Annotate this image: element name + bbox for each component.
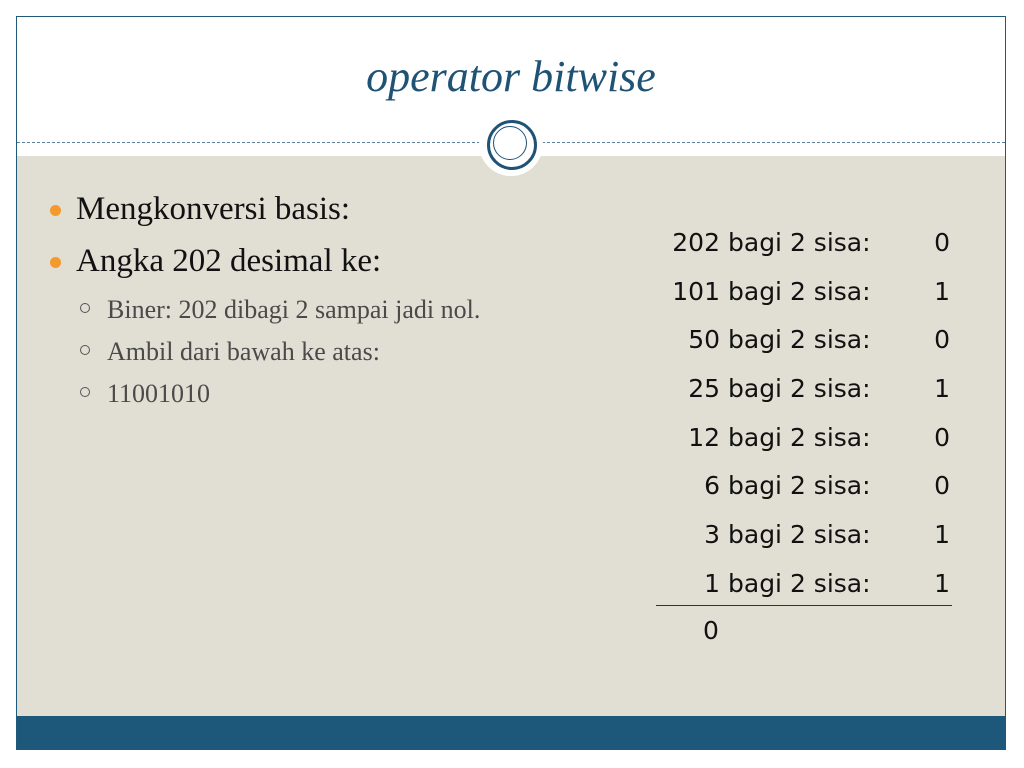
division-label: bagi 2 sisa:	[728, 228, 871, 257]
slide-title: operator bitwise	[366, 52, 656, 101]
division-row	[656, 271, 952, 320]
sub-bullet-circle-icon	[80, 387, 90, 397]
dividend: 1	[704, 568, 720, 598]
bullet-text: Mengkonversi basis:	[76, 191, 351, 227]
remainder: 1	[934, 520, 950, 550]
sub-bullet-circle-icon	[80, 345, 90, 355]
division-row	[656, 417, 952, 466]
bullet-dot-icon	[50, 257, 61, 268]
remainder: 0	[934, 471, 950, 501]
division-row	[656, 368, 952, 417]
sub-bullet-item	[48, 293, 568, 327]
division-label: bagi 2 sisa:	[728, 276, 871, 306]
dividend: 6	[704, 471, 720, 501]
dividend: 12	[688, 422, 720, 452]
sub-bullet-item	[48, 335, 568, 369]
bullet-dot-icon	[50, 205, 61, 216]
bullet-list	[48, 190, 568, 419]
remainder: 1	[934, 276, 950, 306]
bullet-item	[48, 242, 568, 282]
division-row	[656, 222, 952, 271]
circle-ornament-inner	[493, 126, 527, 160]
division-label: bagi 2 sisa:	[728, 520, 871, 550]
bullet-item	[48, 190, 568, 230]
division-label: bagi 2 sisa:	[728, 325, 871, 355]
remainder: 1	[934, 374, 950, 404]
division-label: bagi 2 sisa:	[728, 374, 871, 404]
division-row	[656, 465, 952, 514]
sub-bullet-text: Biner: 202 dibagi 2 sampai jadi nol.	[107, 295, 481, 325]
remainder: 0	[934, 325, 950, 355]
dividend: 25	[688, 374, 720, 404]
division-row	[656, 319, 952, 368]
dividend: 202	[672, 228, 720, 257]
remainder: 1	[934, 568, 950, 598]
division-label: bagi 2 sisa:	[728, 471, 871, 501]
circle-ornament-icon	[487, 120, 537, 170]
sub-bullet-item	[48, 377, 568, 411]
division-row	[656, 514, 952, 563]
remainder: 0	[934, 228, 950, 257]
dividend: 101	[672, 276, 720, 306]
bottom-bar	[17, 716, 1005, 750]
dividend: 50	[688, 325, 720, 355]
final-quotient: 0	[703, 616, 719, 645]
remainder: 0	[934, 422, 950, 452]
bullet-text: Angka 202 desimal ke:	[76, 242, 382, 279]
division-table	[656, 222, 952, 612]
sub-bullet-text: 11001010	[107, 378, 211, 408]
sub-bullet-circle-icon	[80, 303, 90, 313]
division-label: bagi 2 sisa:	[728, 422, 871, 452]
division-label: bagi 2 sisa:	[728, 568, 871, 598]
sub-bullet-text: Ambil dari bawah ke atas:	[107, 336, 380, 366]
division-rule	[656, 605, 952, 606]
dividend: 3	[704, 520, 720, 550]
